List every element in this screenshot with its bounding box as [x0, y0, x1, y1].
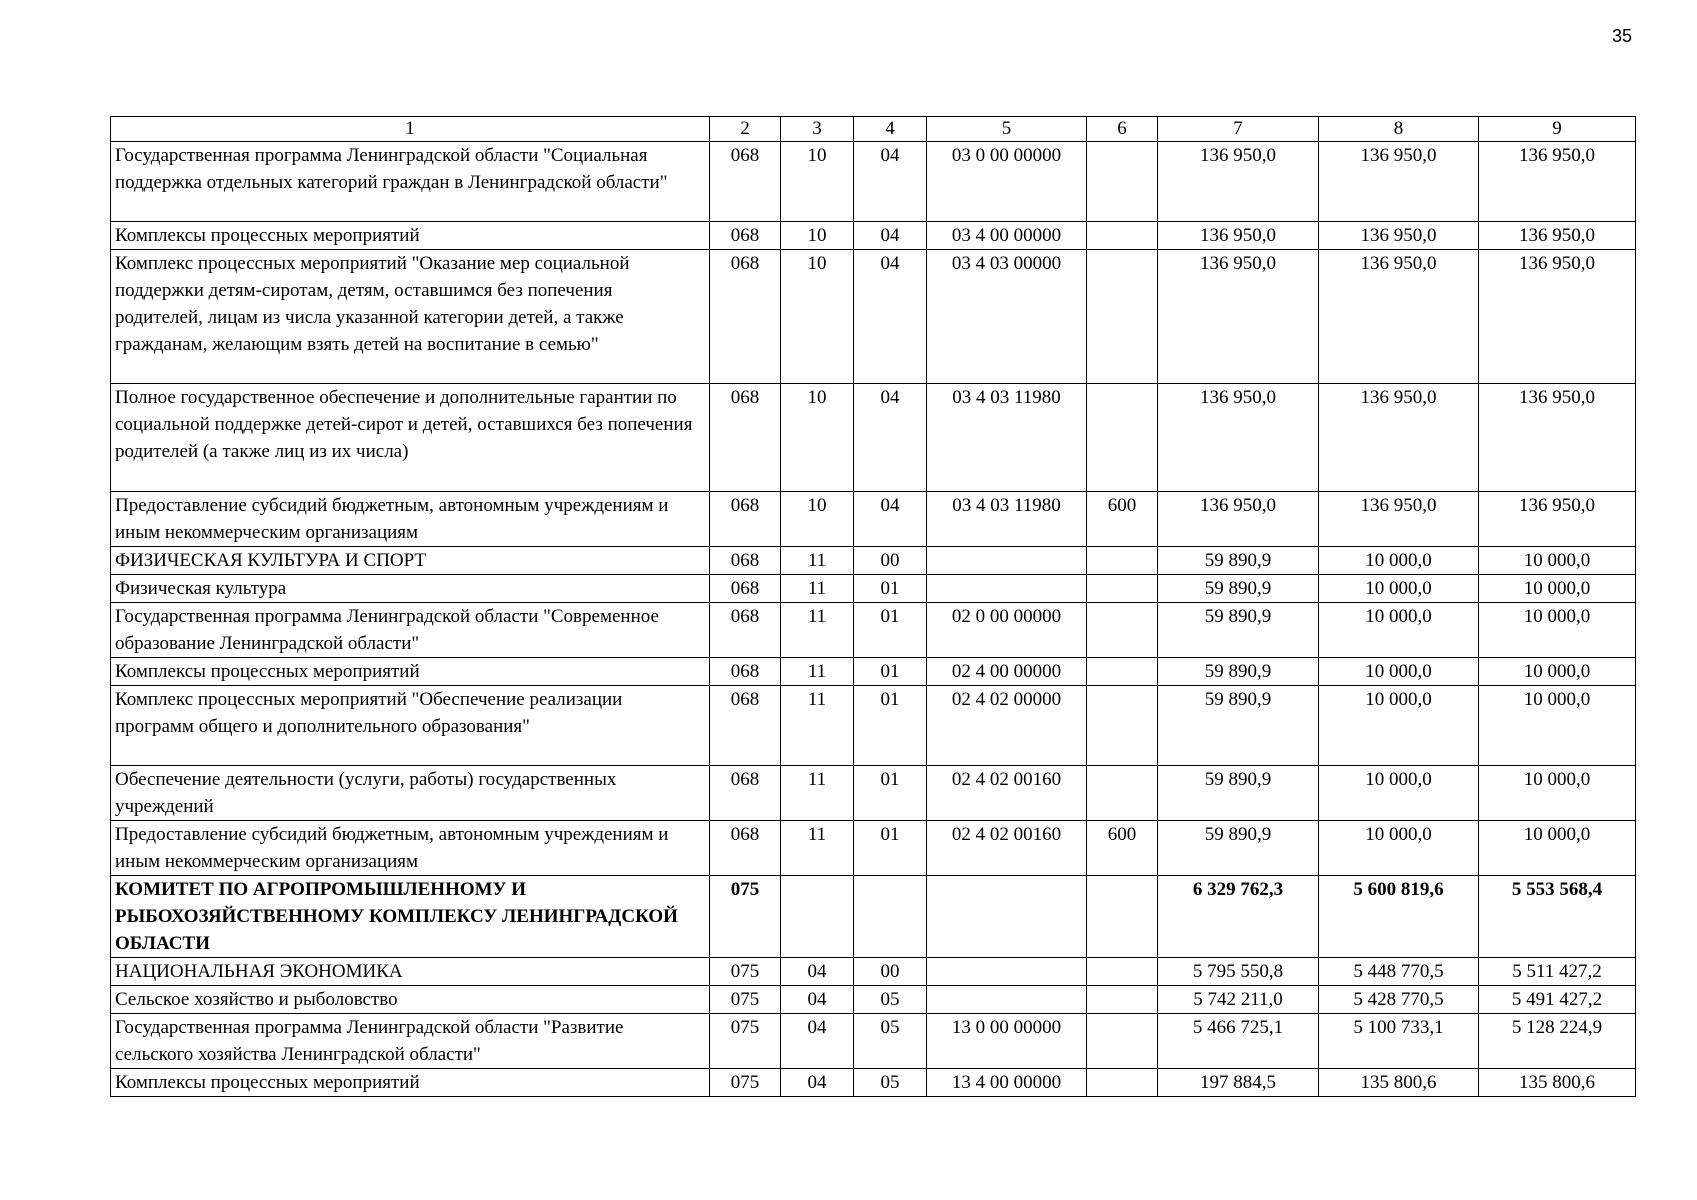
cell-col5: 13 4 00 00000: [927, 1069, 1087, 1097]
cell-col9: 5 491 427,2: [1479, 986, 1636, 1014]
cell-col4: 05: [854, 1069, 927, 1097]
cell-col4: 04: [854, 142, 927, 222]
column-header: 7: [1158, 117, 1319, 142]
page-number: 35: [1612, 26, 1633, 46]
cell-col6: [1087, 1014, 1158, 1069]
table-row: [111, 575, 1636, 603]
cell-col9: 5 553 568,4: [1479, 876, 1636, 958]
cell-col6: [1087, 603, 1158, 658]
cell-col3: 10: [781, 384, 854, 492]
cell-col3: 04: [781, 986, 854, 1014]
cell-col6: [1087, 222, 1158, 250]
table-row: [111, 603, 1636, 658]
cell-col8: 10 000,0: [1319, 821, 1479, 876]
table-row: [111, 821, 1636, 876]
cell-col7: 59 890,9: [1158, 575, 1319, 603]
cell-col7: 59 890,9: [1158, 658, 1319, 686]
cell-col7: 136 950,0: [1158, 222, 1319, 250]
cell-col2: 068: [710, 492, 781, 547]
row-name: Комплексы процессных мероприятий: [111, 658, 710, 686]
cell-col3: 04: [781, 1014, 854, 1069]
cell-col9: 10 000,0: [1479, 575, 1636, 603]
cell-col7: 59 890,9: [1158, 686, 1319, 766]
cell-col8: 5 600 819,6: [1319, 876, 1479, 958]
cell-col2: 068: [710, 686, 781, 766]
cell-col6: [1087, 686, 1158, 766]
cell-col4: [854, 876, 927, 958]
cell-col4: 01: [854, 658, 927, 686]
cell-col7: 136 950,0: [1158, 492, 1319, 547]
cell-col3: [781, 876, 854, 958]
cell-col6: [1087, 547, 1158, 575]
column-header: 6: [1087, 117, 1158, 142]
cell-col8: 10 000,0: [1319, 686, 1479, 766]
cell-col3: 10: [781, 492, 854, 547]
row-name: Предоставление субсидий бюджетным, автономным учреждениям и иным некоммерческим организациям: [111, 492, 710, 547]
row-name: Обеспечение деятельности (услуги, работы) государственных учреждений: [111, 766, 710, 821]
cell-col5: 03 4 03 00000: [927, 250, 1087, 384]
cell-col4: 05: [854, 986, 927, 1014]
cell-col3: 10: [781, 222, 854, 250]
cell-col6: [1087, 1069, 1158, 1097]
cell-col9: 136 950,0: [1479, 250, 1636, 384]
cell-col7: 5 795 550,8: [1158, 958, 1319, 986]
row-name: Комплексы процессных мероприятий: [111, 222, 710, 250]
row-name: Сельское хозяйство и рыболовство: [111, 986, 710, 1014]
table-row: [111, 1069, 1636, 1097]
budget-table: [110, 116, 1636, 1097]
cell-col2: 068: [710, 384, 781, 492]
cell-col9: 10 000,0: [1479, 686, 1636, 766]
cell-col3: 04: [781, 1069, 854, 1097]
cell-col8: 5 428 770,5: [1319, 986, 1479, 1014]
cell-col2: 068: [710, 658, 781, 686]
cell-col8: 10 000,0: [1319, 766, 1479, 821]
table-row: [111, 142, 1636, 222]
cell-col9: 136 950,0: [1479, 384, 1636, 492]
cell-col4: 04: [854, 492, 927, 547]
row-name: Комплекс процессных мероприятий "Обеспечение реализации программ общего и дополнительного образования": [111, 686, 710, 766]
cell-col5: 03 0 00 00000: [927, 142, 1087, 222]
cell-col3: 11: [781, 658, 854, 686]
cell-col4: 04: [854, 222, 927, 250]
table-row: [111, 250, 1636, 384]
cell-col4: 01: [854, 603, 927, 658]
cell-col5: 02 0 00 00000: [927, 603, 1087, 658]
table-row: [111, 766, 1636, 821]
cell-col2: 075: [710, 1014, 781, 1069]
column-header: 2: [710, 117, 781, 142]
cell-col7: 197 884,5: [1158, 1069, 1319, 1097]
cell-col6: [1087, 766, 1158, 821]
cell-col8: 10 000,0: [1319, 603, 1479, 658]
cell-col7: 136 950,0: [1158, 250, 1319, 384]
column-header: 3: [781, 117, 854, 142]
cell-col5: [927, 958, 1087, 986]
table-row: [111, 1014, 1636, 1069]
cell-col8: 136 950,0: [1319, 142, 1479, 222]
cell-col2: 075: [710, 986, 781, 1014]
cell-col5: [927, 575, 1087, 603]
cell-col7: 136 950,0: [1158, 142, 1319, 222]
cell-col6: [1087, 384, 1158, 492]
cell-col3: 11: [781, 603, 854, 658]
cell-col7: 59 890,9: [1158, 821, 1319, 876]
cell-col5: [927, 547, 1087, 575]
table-row: [111, 876, 1636, 958]
cell-col8: 10 000,0: [1319, 575, 1479, 603]
cell-col5: 03 4 03 11980: [927, 492, 1087, 547]
column-header: 4: [854, 117, 927, 142]
cell-col3: 11: [781, 766, 854, 821]
table-row: [111, 958, 1636, 986]
row-name: КОМИТЕТ ПО АГРОПРОМЫШЛЕННОМУ И РЫБОХОЗЯЙСТВЕННОМУ КОМПЛЕКСУ ЛЕНИНГРАДСКОЙ ОБЛАСТИ: [111, 876, 710, 958]
cell-col5: 03 4 00 00000: [927, 222, 1087, 250]
cell-col6: [1087, 658, 1158, 686]
row-name: ФИЗИЧЕСКАЯ КУЛЬТУРА И СПОРТ: [111, 547, 710, 575]
cell-col4: 01: [854, 821, 927, 876]
cell-col3: 10: [781, 142, 854, 222]
cell-col9: 10 000,0: [1479, 821, 1636, 876]
cell-col2: 075: [710, 1069, 781, 1097]
cell-col6: [1087, 986, 1158, 1014]
row-name: Комплекс процессных мероприятий "Оказание мер социальной поддержки детям-сиротам, детям, оставшимся без попечения родителей, лицам из числа указанной категории детей, а также гражданам, желающим взять детей на воспитание в семью": [111, 250, 710, 384]
cell-col2: 068: [710, 575, 781, 603]
cell-col4: 04: [854, 384, 927, 492]
cell-col4: 01: [854, 575, 927, 603]
table-row: [111, 384, 1636, 492]
column-header: 9: [1479, 117, 1636, 142]
cell-col3: 11: [781, 547, 854, 575]
cell-col6: 600: [1087, 492, 1158, 547]
cell-col2: 068: [710, 766, 781, 821]
cell-col6: [1087, 575, 1158, 603]
cell-col9: 10 000,0: [1479, 658, 1636, 686]
cell-col3: 04: [781, 958, 854, 986]
cell-col6: [1087, 142, 1158, 222]
table-row: [111, 986, 1636, 1014]
cell-col8: 135 800,6: [1319, 1069, 1479, 1097]
cell-col7: 5 742 211,0: [1158, 986, 1319, 1014]
row-name: Физическая культура: [111, 575, 710, 603]
table-row: [111, 686, 1636, 766]
cell-col9: 135 800,6: [1479, 1069, 1636, 1097]
cell-col8: 136 950,0: [1319, 250, 1479, 384]
cell-col2: 068: [710, 250, 781, 384]
cell-col9: 10 000,0: [1479, 603, 1636, 658]
cell-col5: [927, 986, 1087, 1014]
cell-col5: 13 0 00 00000: [927, 1014, 1087, 1069]
cell-col6: [1087, 876, 1158, 958]
cell-col3: 10: [781, 250, 854, 384]
cell-col2: 068: [710, 222, 781, 250]
cell-col9: 136 950,0: [1479, 222, 1636, 250]
cell-col2: 068: [710, 547, 781, 575]
cell-col3: 11: [781, 575, 854, 603]
table-row: [111, 658, 1636, 686]
cell-col4: 04: [854, 250, 927, 384]
cell-col5: 02 4 02 00160: [927, 766, 1087, 821]
table-row: [111, 492, 1636, 547]
cell-col5: [927, 876, 1087, 958]
cell-col8: 10 000,0: [1319, 658, 1479, 686]
cell-col9: 10 000,0: [1479, 766, 1636, 821]
row-name: Полное государственное обеспечение и дополнительные гарантии по социальной поддержке детей-сирот и детей, оставшихся без попечения родителей (а также лиц из их числа): [111, 384, 710, 492]
row-name: Государственная программа Ленинградской области "Развитие сельского хозяйства Ленинградской области": [111, 1014, 710, 1069]
cell-col8: 5 100 733,1: [1319, 1014, 1479, 1069]
cell-col2: 075: [710, 958, 781, 986]
table-row: [111, 222, 1636, 250]
cell-col3: 11: [781, 686, 854, 766]
cell-col5: 03 4 03 11980: [927, 384, 1087, 492]
cell-col4: 01: [854, 686, 927, 766]
cell-col5: 02 4 02 00160: [927, 821, 1087, 876]
cell-col8: 5 448 770,5: [1319, 958, 1479, 986]
cell-col6: [1087, 250, 1158, 384]
row-name: Государственная программа Ленинградской области "Современное образование Ленинградской области": [111, 603, 710, 658]
row-name: НАЦИОНАЛЬНАЯ ЭКОНОМИКА: [111, 958, 710, 986]
cell-col2: 068: [710, 821, 781, 876]
cell-col9: 10 000,0: [1479, 547, 1636, 575]
cell-col7: 59 890,9: [1158, 766, 1319, 821]
cell-col6: 600: [1087, 821, 1158, 876]
cell-col2: 075: [710, 876, 781, 958]
row-name: Комплексы процессных мероприятий: [111, 1069, 710, 1097]
cell-col9: 136 950,0: [1479, 142, 1636, 222]
cell-col4: 05: [854, 1014, 927, 1069]
cell-col9: 136 950,0: [1479, 492, 1636, 547]
column-header: 1: [111, 117, 710, 142]
cell-col3: 11: [781, 821, 854, 876]
header-row: [111, 117, 1636, 142]
cell-col8: 10 000,0: [1319, 547, 1479, 575]
column-header: 8: [1319, 117, 1479, 142]
cell-col9: 5 128 224,9: [1479, 1014, 1636, 1069]
cell-col7: 5 466 725,1: [1158, 1014, 1319, 1069]
cell-col9: 5 511 427,2: [1479, 958, 1636, 986]
cell-col8: 136 950,0: [1319, 492, 1479, 547]
cell-col2: 068: [710, 142, 781, 222]
cell-col7: 6 329 762,3: [1158, 876, 1319, 958]
cell-col2: 068: [710, 603, 781, 658]
column-header: 5: [927, 117, 1087, 142]
cell-col5: 02 4 00 00000: [927, 658, 1087, 686]
cell-col4: 00: [854, 547, 927, 575]
cell-col4: 01: [854, 766, 927, 821]
cell-col8: 136 950,0: [1319, 222, 1479, 250]
table-body: [111, 142, 1636, 1097]
cell-col8: 136 950,0: [1319, 384, 1479, 492]
cell-col4: 00: [854, 958, 927, 986]
cell-col7: 136 950,0: [1158, 384, 1319, 492]
row-name: Предоставление субсидий бюджетным, автономным учреждениям и иным некоммерческим организациям: [111, 821, 710, 876]
row-name: Государственная программа Ленинградской области "Социальная поддержка отдельных категорий граждан в Ленинградской области": [111, 142, 710, 222]
cell-col7: 59 890,9: [1158, 547, 1319, 575]
cell-col6: [1087, 958, 1158, 986]
cell-col7: 59 890,9: [1158, 603, 1319, 658]
table-row: [111, 547, 1636, 575]
cell-col5: 02 4 02 00000: [927, 686, 1087, 766]
